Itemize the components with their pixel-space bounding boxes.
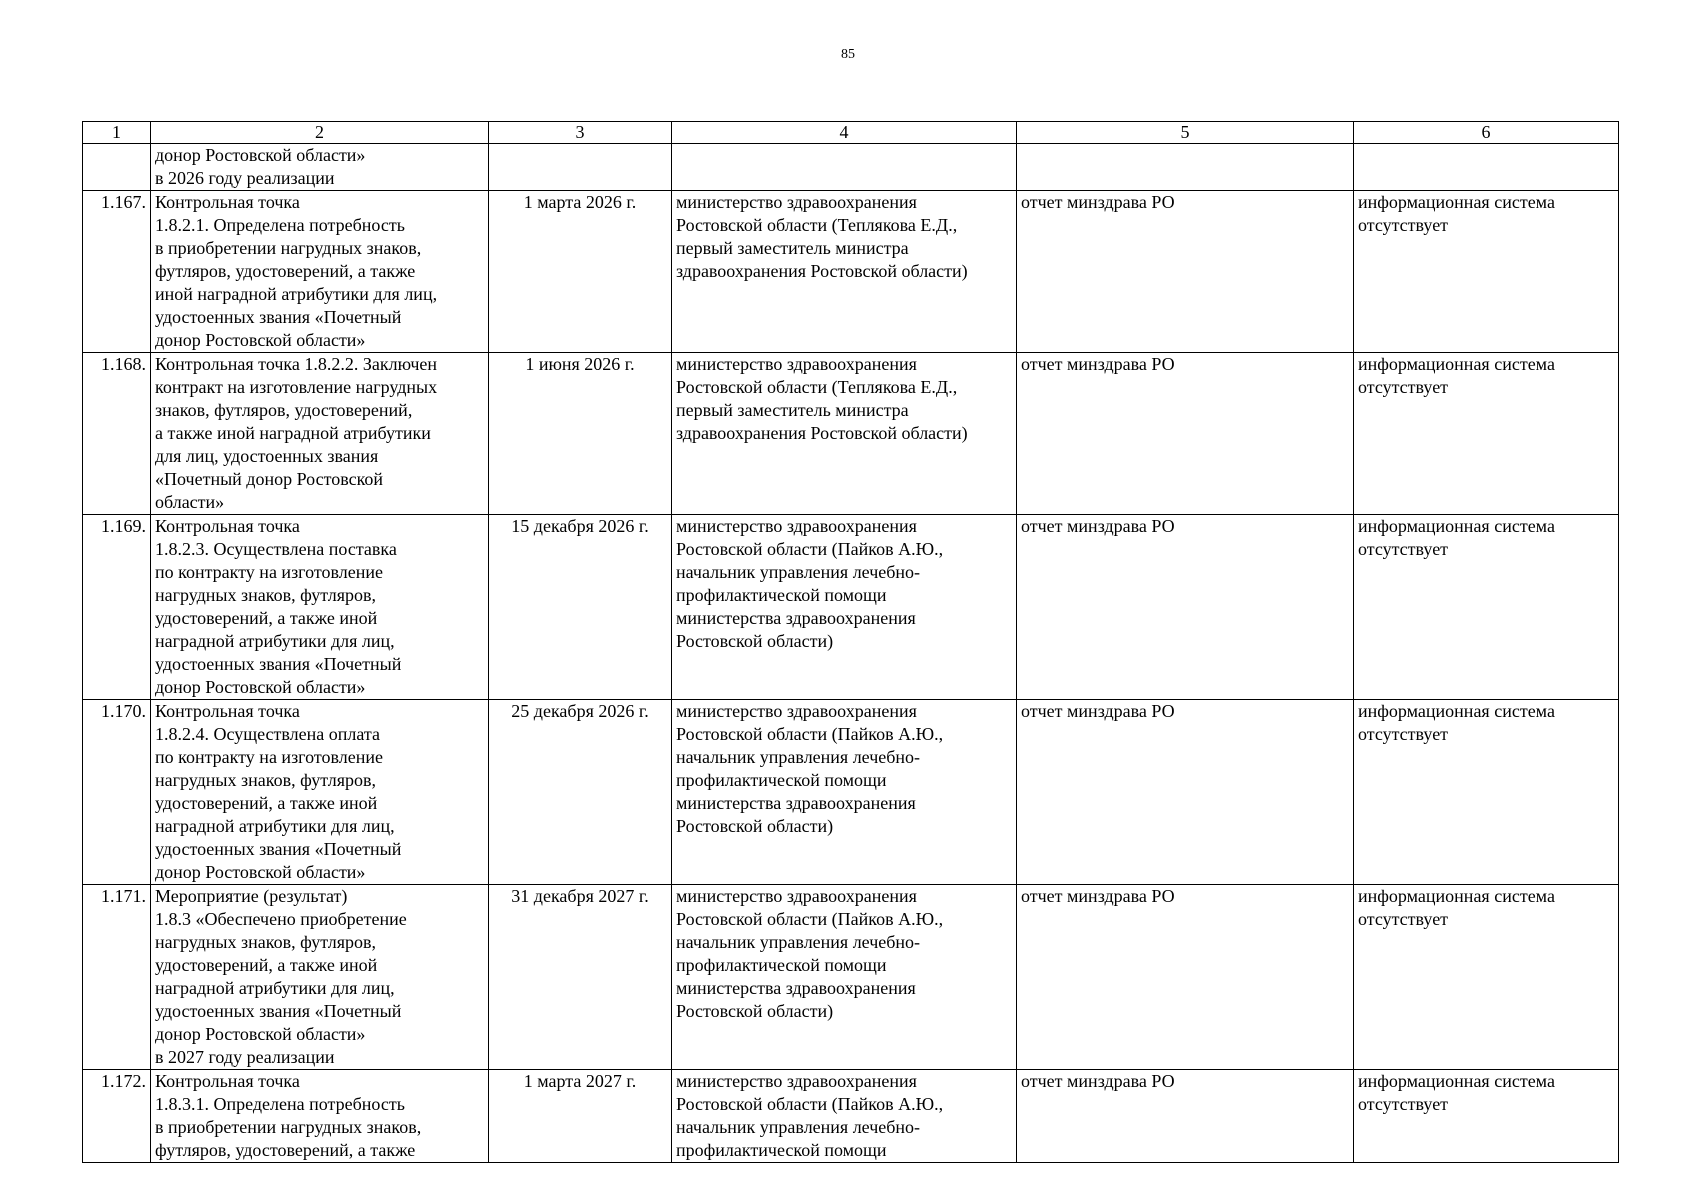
row-info-system: информационная система отсутствует bbox=[1354, 1070, 1619, 1163]
row-name: Контрольная точка 1.8.2.2. Заключен контракт на изготовление нагрудных знаков, футляров, удостоверений, а также иной наградной атрибутики для лиц, удостоенных звания «Почетный донор Ростовской области» bbox=[151, 353, 489, 515]
row-number: 1.171. bbox=[83, 885, 151, 1070]
header-cell: 2 bbox=[151, 122, 489, 144]
header-cell: 1 bbox=[83, 122, 151, 144]
row-name: Контрольная точка 1.8.2.1. Определена потребность в приобретении нагрудных знаков, футляров, удостоверений, а также иной наградной атрибутики для лиц, удостоенных звания «Почетный донор Ростовской области» bbox=[151, 191, 489, 353]
row-responsible: министерство здравоохранения Ростовской области (Пайков А.Ю., начальник управления лечебно- профилактической помощи bbox=[672, 1070, 1017, 1163]
row-name: Контрольная точка 1.8.2.3. Осуществлена поставка по контракту на изготовление нагрудных знаков, футляров, удостоверений, а также иной наградной атрибутики для лиц, удостоенных звания «Почетный донор Ростовской области» bbox=[151, 515, 489, 700]
row-info-system: информационная система отсутствует bbox=[1354, 353, 1619, 515]
table-row bbox=[83, 1070, 1619, 1163]
table-row bbox=[83, 885, 1619, 1070]
header-cell: 5 bbox=[1017, 122, 1354, 144]
row-info-system: информационная система отсутствует bbox=[1354, 515, 1619, 700]
row-name: Мероприятие (результат) 1.8.3 «Обеспечено приобретение нагрудных знаков, футляров, удостоверений, а также иной наградной атрибутики для лиц, удостоенных звания «Почетный донор Ростовской области» в 2027 году реализации bbox=[151, 885, 489, 1070]
table-row bbox=[83, 191, 1619, 353]
row-number: 1.167. bbox=[83, 191, 151, 353]
row-number: 1.168. bbox=[83, 353, 151, 515]
page-number: 85 bbox=[841, 47, 855, 62]
table-row bbox=[83, 700, 1619, 885]
row-name: донор Ростовской области» в 2026 году реализации bbox=[151, 144, 489, 191]
row-document: отчет минздрава РО bbox=[1017, 1070, 1354, 1163]
row-date: 1 марта 2027 г. bbox=[489, 1070, 672, 1163]
row-document: отчет минздрава РО bbox=[1017, 191, 1354, 353]
row-number: 1.169. bbox=[83, 515, 151, 700]
header-cell: 3 bbox=[489, 122, 672, 144]
table-row bbox=[83, 144, 1619, 191]
row-info-system bbox=[1354, 144, 1619, 191]
plan-table bbox=[82, 121, 1619, 1163]
row-responsible bbox=[672, 144, 1017, 191]
row-date: 1 марта 2026 г. bbox=[489, 191, 672, 353]
row-date bbox=[489, 144, 672, 191]
row-number bbox=[83, 144, 151, 191]
row-document bbox=[1017, 144, 1354, 191]
row-responsible: министерство здравоохранения Ростовской области (Пайков А.Ю., начальник управления лечебно- профилактической помощи министерства здравоохранения Ростовской области) bbox=[672, 885, 1017, 1070]
row-responsible: министерство здравоохранения Ростовской области (Пайков А.Ю., начальник управления лечебно- профилактической помощи министерства здравоохранения Ростовской области) bbox=[672, 700, 1017, 885]
table-row bbox=[83, 353, 1619, 515]
row-document: отчет минздрава РО bbox=[1017, 700, 1354, 885]
row-name: Контрольная точка 1.8.2.4. Осуществлена оплата по контракту на изготовление нагрудных знаков, футляров, удостоверений, а также иной наградной атрибутики для лиц, удостоенных звания «Почетный донор Ростовской области» bbox=[151, 700, 489, 885]
row-number: 1.170. bbox=[83, 700, 151, 885]
row-info-system: информационная система отсутствует bbox=[1354, 700, 1619, 885]
table-header-row bbox=[83, 122, 1619, 144]
row-document: отчет минздрава РО bbox=[1017, 885, 1354, 1070]
row-responsible: министерство здравоохранения Ростовской области (Пайков А.Ю., начальник управления лечебно- профилактической помощи министерства здравоохранения Ростовской области) bbox=[672, 515, 1017, 700]
row-date: 31 декабря 2027 г. bbox=[489, 885, 672, 1070]
row-responsible: министерство здравоохранения Ростовской области (Теплякова Е.Д., первый заместитель министра здравоохранения Ростовской области) bbox=[672, 191, 1017, 353]
row-info-system: информационная система отсутствует bbox=[1354, 885, 1619, 1070]
row-date: 15 декабря 2026 г. bbox=[489, 515, 672, 700]
row-date: 25 декабря 2026 г. bbox=[489, 700, 672, 885]
row-document: отчет минздрава РО bbox=[1017, 515, 1354, 700]
header-cell: 4 bbox=[672, 122, 1017, 144]
row-name: Контрольная точка 1.8.3.1. Определена потребность в приобретении нагрудных знаков, футляров, удостоверений, а также bbox=[151, 1070, 489, 1163]
row-info-system: информационная система отсутствует bbox=[1354, 191, 1619, 353]
row-date: 1 июня 2026 г. bbox=[489, 353, 672, 515]
table-row bbox=[83, 515, 1619, 700]
row-number: 1.172. bbox=[83, 1070, 151, 1163]
header-cell: 6 bbox=[1354, 122, 1619, 144]
row-responsible: министерство здравоохранения Ростовской области (Теплякова Е.Д., первый заместитель министра здравоохранения Ростовской области) bbox=[672, 353, 1017, 515]
row-document: отчет минздрава РО bbox=[1017, 353, 1354, 515]
